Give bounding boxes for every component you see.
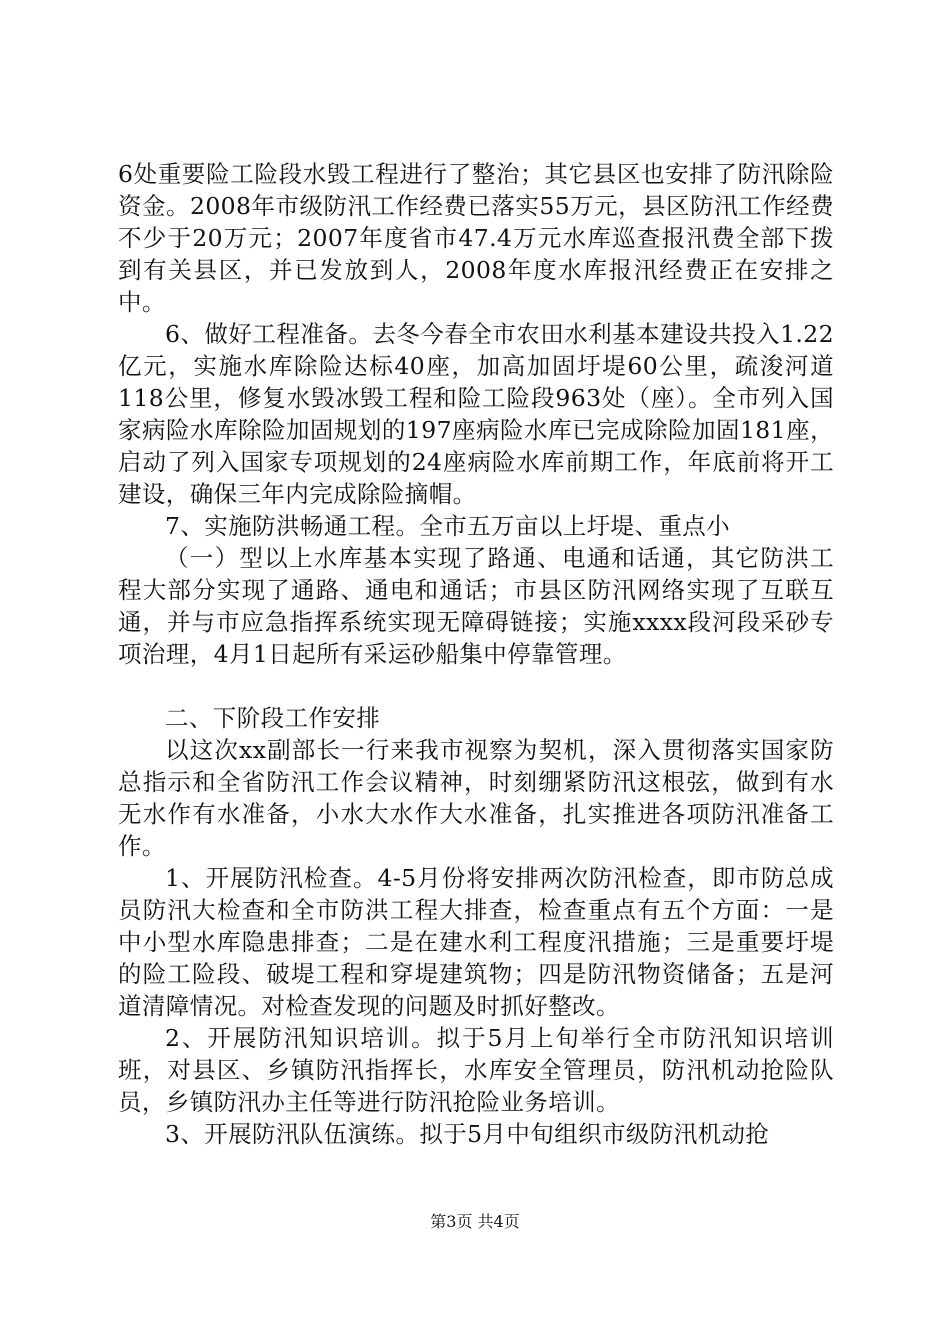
- paragraph-flood-inspection: 1、开展防汛检查。4-5月份将安排两次防汛检查，即市防总成员防汛大检查和全市防洪工程大排查，检查重点有五个方面：一是中小型水库隐患排查；二是在建水利工程度汛措施；三是重要圩堤的险工险段、破堤工程和穿堤建筑物；四是防汛物资储备；五是河道清障情况。对检查发现的问题及时抓好整改。: [118, 864, 834, 1020]
- paragraph-funding-continued: 6处重要险工险段水毁工程进行了整治；其它县区也安排了防汛除险资金。2008年市级防汛工作经费已落实55万元，县区防汛工作经费不少于20万元；2007年度省市47.4万元水库巡查报汛费全部下拨到有关县区，并已发放到人，2008年度水库报汛经费正在安排之中。: [118, 160, 834, 316]
- paragraph-team-drill: 3、开展防汛队伍演练。拟于5月中旬组织市级防汛机动抢: [165, 1120, 770, 1148]
- paragraph-flood-control-access: 7、实施防洪畅通工程。全市五万亩以上圩堤、重点小: [165, 512, 731, 540]
- paragraph-flood-control-access-continued: （一）型以上水库基本实现了路通、电通和话通，其它防洪工程大部分实现了通路、通电和通话；市县区防汛网络实现了互联互通，并与市应急指挥系统实现无障碍链接；实施xxxx段河段采砂专项治理，4月1日起所有采运砂船集中停靠管理。: [118, 544, 834, 668]
- paragraph-knowledge-training: 2、开展防汛知识培训。拟于5月上旬举行全市防汛知识培训班，对县区、乡镇防汛指挥长，水库安全管理员，防汛机动抢险队员，乡镇防汛办主任等进行防汛抢险业务培训。: [118, 1024, 834, 1116]
- paragraph-next-stage-intro: 以这次xx副部长一行来我市视察为契机，深入贯彻落实国家防总指示和全省防汛工作会议精神，时刻绷紧防汛这根弦，做到有水无水作有水准备，小水大水作大水准备，扎实推进各项防汛准备工作。: [118, 736, 834, 860]
- paragraph-engineering-preparation: 6、做好工程准备。去冬今春全市农田水利基本建设共投入1.22亿元，实施水库除险达标40座，加高加固圩堤60公里，疏浚河道118公里，修复水毁冰毁工程和险工险段963处（座）。全市列入国家病险水库除险加固规划的197座病险水库已完成除险加固181座，启动了列入国家专项规划的24座病险水库前期工作，年底前将开工建设，确保三年内完成除险摘帽。: [118, 320, 834, 508]
- page-footer: 第3页 共4页: [430, 1212, 520, 1231]
- section-heading-next-stage: 二、下阶段工作安排: [165, 704, 381, 732]
- document-body: [118, 158, 834, 1150]
